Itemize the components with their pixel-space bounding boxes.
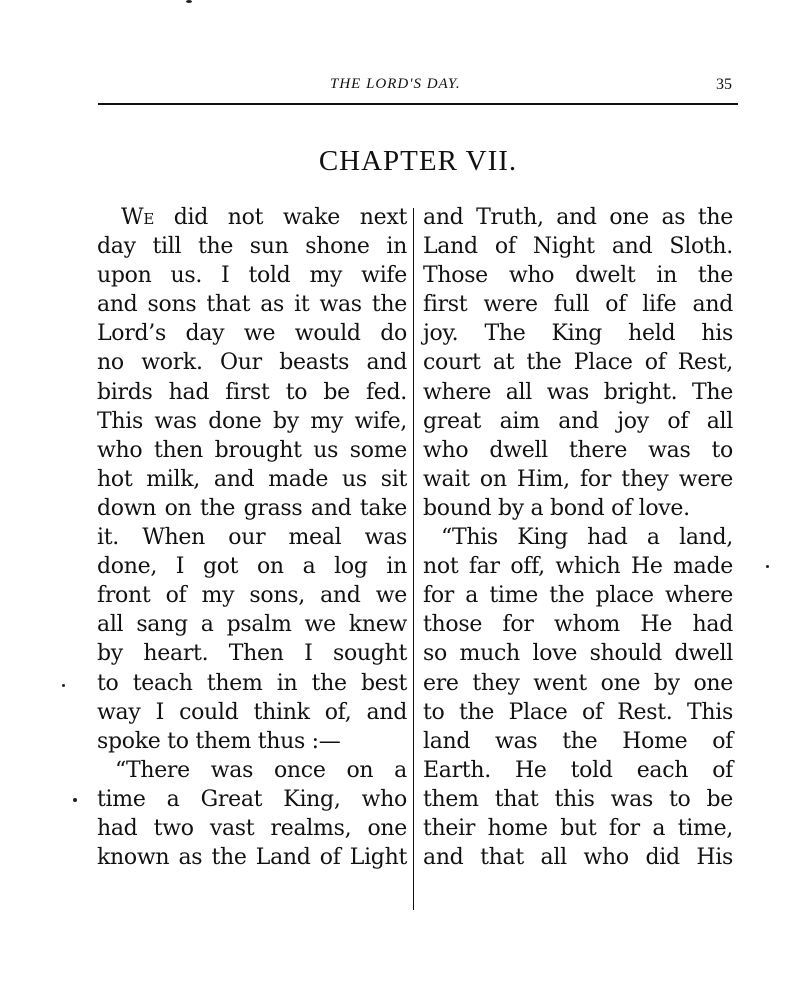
text-line: birds had first to be fed.: [97, 379, 407, 405]
text-line: front of my sons, and we: [97, 583, 407, 609]
text-line: who dwell there was to: [423, 437, 733, 463]
page-header: [98, 72, 738, 102]
page-number: 35: [716, 76, 732, 93]
text-line: “This King had a land,: [441, 525, 733, 551]
text-line: done, I got on a log in: [97, 554, 407, 580]
header-rule: [98, 103, 738, 105]
text-line: down on the grass and take: [97, 495, 407, 521]
text-line: Land of Night and Sloth.: [423, 234, 733, 260]
text-line: and sons that as it was the: [97, 292, 407, 318]
text-line: hot milk, and made us sit: [97, 466, 407, 492]
text-line: We did not wake next: [121, 205, 407, 230]
text-line: land was the Home of: [423, 728, 733, 754]
text-line: Those who dwelt in the: [423, 263, 733, 289]
text-line: Earth. He told each of: [423, 757, 733, 783]
column-divider: [413, 208, 414, 910]
left-column: [97, 203, 407, 872]
text-line: no work. Our beasts and: [97, 350, 407, 376]
text-line: bound by a bond of love.: [423, 495, 690, 521]
scan-speck: [186, 0, 192, 3]
scan-speck: [62, 684, 65, 687]
text-line: to teach them in the best: [97, 670, 407, 696]
text-line: had two vast realms, one: [97, 815, 407, 841]
text-line: who then brought us some: [97, 437, 407, 463]
text-line: joy. The King held his: [423, 321, 733, 347]
text-line: time a Great King, who: [97, 786, 407, 812]
text-line: and that all who did His: [423, 845, 733, 871]
text-line: for a time the place where: [423, 583, 733, 609]
text-line: them that this was to be: [423, 786, 733, 812]
text-line: day till the sun shone in: [97, 234, 407, 260]
text-line: first were full of life and: [423, 292, 733, 318]
text-line: wait on Him, for they were: [423, 466, 733, 492]
text-line: by heart. Then I sought: [97, 641, 407, 667]
text-line: upon us. I told my wife: [97, 263, 407, 289]
text-line: court at the Place of Rest,: [423, 350, 733, 376]
chapter-title: CHAPTER VII.: [318, 145, 518, 177]
text-line: their home but for a time,: [423, 815, 733, 841]
text-line: it. When our meal was: [97, 525, 407, 551]
text-line: so much love should dwell: [423, 641, 733, 667]
text-line: where all was bright. The: [423, 379, 733, 405]
text-line: known as the Land of Light: [97, 845, 407, 871]
text-line: great aim and joy of all: [423, 408, 733, 434]
text-line: to the Place of Rest. This: [423, 699, 733, 725]
text-line: Lord’s day we would do: [97, 321, 407, 347]
scan-speck: [766, 565, 769, 568]
text-line: spoke to them thus :—: [97, 728, 341, 754]
text-line: This was done by my wife,: [97, 408, 407, 434]
scan-speck: [73, 798, 77, 802]
text-line: “There was once on a: [115, 757, 407, 783]
text-line: those for whom He had: [423, 612, 733, 638]
text-line: not far off, which He made: [423, 554, 733, 580]
running-title: THE LORD'S DAY.: [330, 76, 461, 92]
text-line: way I could think of, and: [97, 699, 407, 725]
text-line: and Truth, and one as the: [423, 205, 733, 230]
right-column: [423, 203, 733, 872]
text-line: all sang a psalm we knew: [97, 612, 407, 638]
text-line: ere they went one by one: [423, 670, 733, 696]
